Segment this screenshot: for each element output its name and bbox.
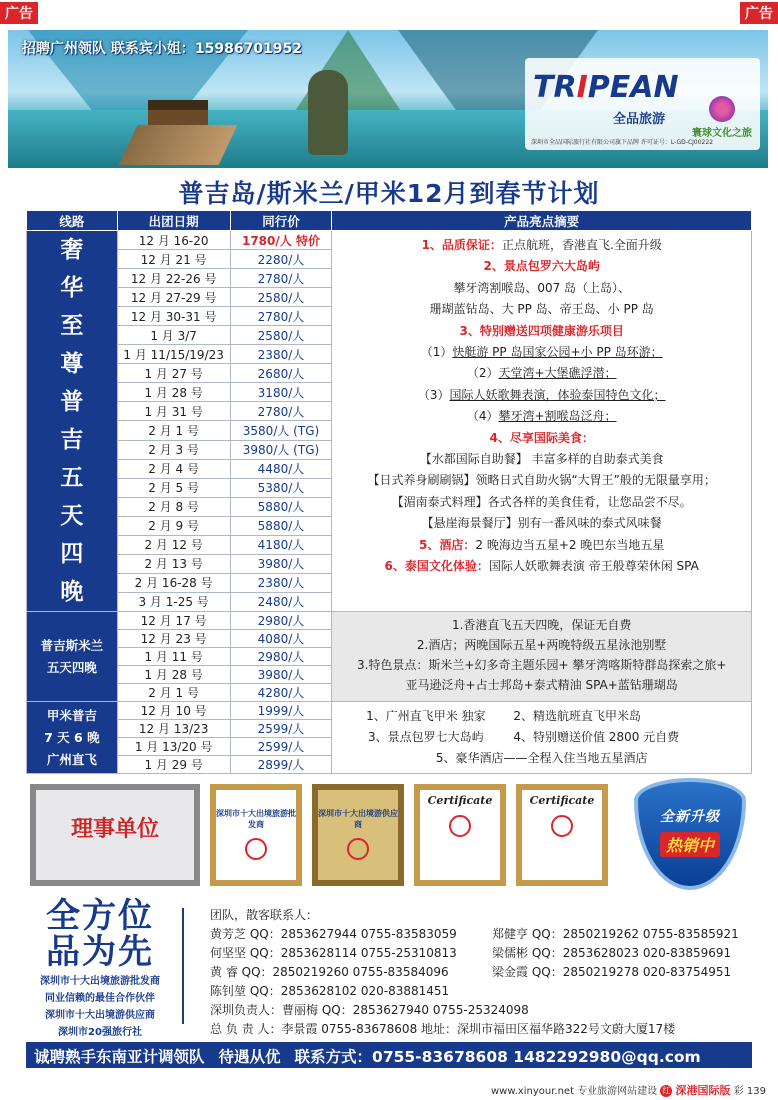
date-cell: 2 月 9 号	[117, 516, 230, 535]
route-line: 普吉斯米兰	[40, 637, 104, 653]
route-char: 至	[60, 313, 84, 339]
highlight-text: 国际人妖歌舞表演，体验泰国特色文化；	[449, 387, 666, 402]
highlight-text: 3.特色景点：斯米兰+幻多奇主题乐园+ 攀牙湾喀斯特群岛探索之旅+	[356, 658, 727, 672]
route-char: 四	[60, 541, 84, 567]
price-cell: 5880/人	[230, 497, 332, 516]
brand-logo	[525, 58, 760, 150]
certificate-achievement: Certificate	[516, 784, 608, 886]
contact-row: 陈钊堃 QQ：2853628102 020-83881451	[210, 984, 450, 998]
highlight-text: 1、品质保证：	[421, 238, 502, 252]
contact-row: 黄 睿 QQ：2850219260 0755-83584096	[210, 965, 449, 979]
highlight-text: 1、广州直飞甲米 独家	[366, 709, 486, 723]
price-cell: 2780/人	[230, 402, 332, 421]
date-cell: 1 月 13/20 号	[117, 738, 230, 756]
highlights-cell	[332, 702, 752, 774]
date-cell: 12 月 22-26 号	[117, 269, 230, 288]
highlight-text: 【湄南泰式料理】各式各样的美食佳肴，让您品尝不尽。	[391, 494, 692, 509]
date-cell: 2 月 13 号	[117, 554, 230, 573]
route-char: 五	[60, 465, 84, 491]
col-header-route: 线路	[27, 211, 118, 231]
highlight-text: 天堂湾+大堡礁浮潜；	[498, 366, 617, 381]
price-cell: 3980/人	[230, 666, 332, 684]
route-cell	[27, 231, 118, 612]
price-cell: 2680/人	[230, 364, 332, 383]
route-cell	[27, 612, 118, 702]
date-cell: 2 月 4 号	[117, 459, 230, 478]
highlight-line	[338, 556, 745, 577]
contact-row: 梁金霞 QQ：2850219278 020-83754951	[492, 965, 732, 979]
highlight-line	[338, 470, 745, 491]
highlight-line	[338, 449, 745, 470]
contact-row: 郑健亨 QQ：2850219262 0755-83585921	[492, 927, 739, 941]
date-cell: 2 月 1 号	[117, 421, 230, 440]
ad-tag-left: 广告	[0, 2, 38, 24]
date-cell: 3 月 1-25 号	[117, 592, 230, 611]
date-cell: 12 月 30-31 号	[117, 307, 230, 326]
col-header-price: 同行价	[230, 211, 332, 231]
flower-icon	[709, 96, 735, 122]
price-cell: 3980/人 (TG)	[230, 440, 332, 459]
date-cell: 2 月 12 号	[117, 535, 230, 554]
stamp-icon	[245, 838, 267, 860]
highlight-text: 快艇游 PP 岛国家公园+小 PP 岛环游；	[452, 345, 663, 360]
contact-row: 深圳负责人：曹丽梅 QQ：2853627940 0755-25324098	[210, 1003, 529, 1017]
certificate-council: 理事单位	[30, 784, 200, 886]
date-cell: 2 月 5 号	[117, 478, 230, 497]
highlight-text: （2）	[466, 366, 499, 381]
date-cell: 1 月 3/7	[117, 326, 230, 345]
price-cell: 4080/人	[230, 630, 332, 648]
highlight-text: 4、特别赠送价值 2800 元自费	[513, 730, 680, 744]
contact-row: 黄芳芝 QQ：2853627944 0755-83583059	[210, 927, 457, 941]
col-header-highlights: 产品亮点摘要	[332, 211, 752, 231]
highlight-line	[338, 256, 745, 277]
price-cell: 4180/人	[230, 535, 332, 554]
contact-row: 总 负 责 人：李景霞 0755-83678608 地址：深圳市福田区福华路322号文蔚大厦17楼	[210, 1022, 676, 1036]
highlight-text: 亚马逊泛舟+占士邦岛+泰式精油 SPA+蓝钻珊瑚岛	[405, 678, 678, 692]
route-line: 广州直飞	[46, 751, 97, 767]
date-cell: 12 月 13/23	[117, 720, 230, 738]
certificates	[26, 778, 752, 892]
highlight-text: 4、尽享国际美食：	[489, 430, 594, 445]
stamp-icon	[347, 838, 369, 860]
highlight-line	[338, 385, 745, 406]
highlight-text: 2 晚海边当五星+2 晚巴东当地五星	[475, 537, 665, 552]
highlight-pair	[338, 727, 745, 748]
price-cell: 2980/人	[230, 612, 332, 630]
page-footer: www.xinyour.net 专业旅游网站建设 红 深港国际版 彩 139	[491, 1084, 766, 1097]
date-cell: 1 月 11 号	[117, 648, 230, 666]
price-cell: 2599/人	[230, 720, 332, 738]
highlight-text: 【悬崖海景餐厅】别有一番风味的泰式风味餐	[421, 516, 662, 531]
highlight-text: 3、特别赠送四项健康游乐项目	[459, 323, 624, 338]
highlight-text: 1.香港直飞五天四晚，保证无自费	[451, 618, 632, 632]
date-cell: 2 月 1 号	[117, 684, 230, 702]
date-cell: 1 月 28 号	[117, 383, 230, 402]
logo-license: 深圳市全品国际旅行社有限公司旗下品牌 许可证号：L-GD-CJ00222	[531, 139, 714, 146]
route-char: 普	[60, 389, 84, 415]
price-cell: 4480/人	[230, 459, 332, 478]
highlight-text: 珊瑚蓝钻岛、大 PP 岛、帝王岛、小 PP 岛	[429, 302, 654, 317]
highlight-line	[338, 535, 745, 556]
highlight-line	[338, 615, 745, 635]
highlight-line	[338, 635, 745, 655]
contact-row: 梁儒彬 QQ：2853628023 020-83859691	[492, 946, 732, 960]
highlight-text: （4）	[466, 409, 499, 424]
brand-dot-icon: 红	[662, 1086, 671, 1095]
route-char: 尊	[60, 351, 84, 377]
certificate-award: 深圳市十大出境游供应商	[312, 784, 404, 886]
price-cell: 2599/人	[230, 738, 332, 756]
highlight-line	[338, 748, 745, 769]
highlight-line	[338, 342, 745, 363]
highlight-text: 正点航班，香港直飞.全面升级	[501, 238, 662, 252]
price-cell: 2980/人	[230, 648, 332, 666]
route-cell	[27, 702, 118, 774]
highlight-text: 2、精选航班直飞甲米岛	[513, 709, 641, 723]
highlights-cell	[332, 612, 752, 702]
highlight-text: 6、泰国文化体验：	[384, 559, 489, 574]
footer-bar: 诚聘熟手东南亚计调领队 待遇从优 联系方式：0755-83678608 1482292980@qq.com	[26, 1042, 752, 1068]
highlight-text: （1）	[420, 345, 453, 360]
price-cell: 4280/人	[230, 684, 332, 702]
price-cell: 2480/人	[230, 592, 332, 611]
highlights-cell	[332, 231, 752, 612]
highlight-line	[338, 513, 745, 534]
price-cell: 1780/人 特价	[230, 231, 332, 250]
recruit-text: 招聘广州领队 联系宾小姐：15986701952	[22, 41, 303, 57]
highlight-text: 国际人妖歌舞表演 帝王般尊荣休闲 SPA	[488, 559, 699, 574]
highlight-text: 2.酒店；两晚国际五星+两晚特级五星泳池别墅	[416, 638, 667, 652]
price-cell: 2899/人	[230, 756, 332, 774]
date-cell: 1 月 11/15/19/23	[117, 345, 230, 364]
route-char: 晚	[60, 579, 84, 605]
highlight-line	[338, 428, 745, 449]
route-char: 奢	[60, 237, 84, 263]
date-cell: 12 月 27-29 号	[117, 288, 230, 307]
col-header-date: 出团日期	[117, 211, 230, 231]
price-cell: 1999/人	[230, 702, 332, 720]
divider	[182, 908, 184, 1024]
route-char: 华	[60, 275, 84, 301]
upgrade-badge: 全新升级 热销中	[634, 778, 746, 890]
price-cell: 2780/人	[230, 269, 332, 288]
table-header-row	[27, 211, 752, 231]
route-char: 天	[60, 503, 84, 529]
date-cell: 12 月 21 号	[117, 250, 230, 269]
highlight-text: 5、豪华酒店——全程入住当地五星酒店	[435, 751, 648, 765]
banner-rock-island	[308, 70, 348, 155]
slogan: 全方位 品为先 深圳市十大出境旅游批发商 同业信赖的最佳合作伙伴 深圳市十大出境游供应商 深圳市20强旅行社	[40, 896, 160, 1038]
logo-cn: 全品旅游	[613, 112, 666, 127]
highlight-text: （3）	[417, 387, 450, 402]
route-line: 甲米普吉	[46, 707, 97, 723]
highlight-line	[338, 363, 745, 384]
highlight-line	[338, 278, 745, 299]
route-char: 吉	[60, 427, 84, 453]
contact-row: 何坚坚 QQ：2853628114 0755-25310813	[210, 946, 457, 960]
stamp-icon	[551, 815, 573, 837]
highlight-text: 【日式养身刷刷锅】领略日式自助火锅“大胃王”般的无限量享用；	[367, 473, 716, 488]
date-cell: 12 月 17 号	[117, 612, 230, 630]
date-cell: 1 月 29 号	[117, 756, 230, 774]
banner-hut	[148, 100, 208, 128]
price-cell: 2580/人	[230, 326, 332, 345]
highlight-line	[338, 492, 745, 513]
highlight-text: 【水都国际自助餐】 丰富多样的自助泰式美食	[419, 452, 664, 467]
price-cell: 3180/人	[230, 383, 332, 402]
date-cell: 2 月 16-28 号	[117, 573, 230, 592]
tour-plan-table	[26, 210, 752, 774]
price-cell: 2780/人	[230, 307, 332, 326]
highlight-text: 攀牙湾割喉岛、007 岛（上岛）、	[453, 280, 631, 295]
price-cell: 2580/人	[230, 288, 332, 307]
highlight-text: 3、景点包罗七大岛屿	[368, 730, 484, 744]
date-cell: 1 月 27 号	[117, 364, 230, 383]
route-line: 7 天 6 晚	[44, 729, 100, 745]
date-cell: 12 月 10 号	[117, 702, 230, 720]
price-cell: 3980/人	[230, 554, 332, 573]
banner	[8, 30, 768, 168]
highlight-line	[338, 675, 745, 695]
certificate-achievement: Certificate	[414, 784, 506, 886]
date-cell: 2 月 8 号	[117, 497, 230, 516]
highlight-line	[338, 235, 745, 256]
price-cell: 5380/人	[230, 478, 332, 497]
ad-tag-right: 广告	[740, 2, 778, 24]
route-line: 五天四晚	[46, 659, 97, 675]
highlight-text: 攀牙湾+割喉岛泛舟；	[498, 409, 617, 424]
table-row	[27, 231, 752, 250]
date-cell: 1 月 31 号	[117, 402, 230, 421]
table-row	[27, 702, 752, 720]
banner-pier	[119, 125, 238, 165]
table-row	[27, 612, 752, 630]
highlight-line	[338, 299, 745, 320]
price-cell: 2380/人	[230, 573, 332, 592]
highlight-pair	[338, 706, 745, 727]
stamp-icon	[449, 815, 471, 837]
logo-wordmark: TRIPEAN	[533, 70, 679, 105]
highlight-text: 2、景点包罗六大岛屿	[483, 259, 600, 274]
price-cell: 2380/人	[230, 345, 332, 364]
date-cell: 2 月 3 号	[117, 440, 230, 459]
highlight-line	[338, 406, 745, 427]
highlight-line	[338, 321, 745, 342]
date-cell: 12 月 16-20	[117, 231, 230, 250]
contact-header: 团队，散客联系人：	[210, 908, 319, 922]
price-cell: 5880/人	[230, 516, 332, 535]
certificate-award: 深圳市十大出境旅游批发商	[210, 784, 302, 886]
highlight-text: 5、酒店：	[419, 537, 476, 552]
culture-logo: 寰球文化之旅	[692, 96, 752, 139]
date-cell: 12 月 23 号	[117, 630, 230, 648]
price-cell: 3580/人 (TG)	[230, 421, 332, 440]
highlight-line	[338, 655, 745, 675]
page-title: 普吉岛/斯米兰/甲米12月到春节计划	[178, 179, 600, 208]
price-cell: 2280/人	[230, 250, 332, 269]
date-cell: 1 月 28 号	[117, 666, 230, 684]
